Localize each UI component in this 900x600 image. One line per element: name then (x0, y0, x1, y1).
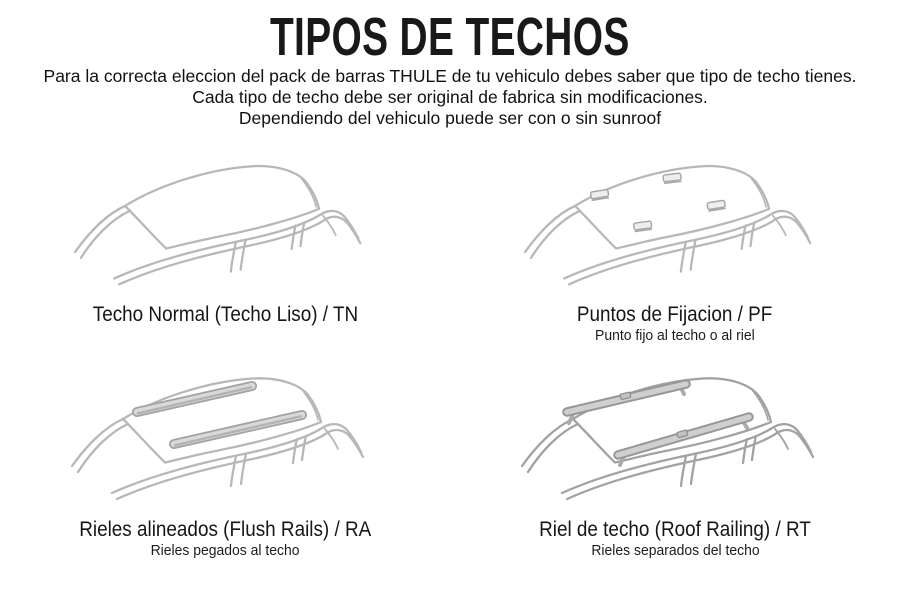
roof-types-grid (0, 133, 900, 561)
flush-rails-roof-illustration (60, 365, 390, 515)
intro-paragraph (0, 66, 900, 129)
roof-type-caption-ra (63, 515, 387, 560)
roof-type-card-tn (0, 133, 450, 345)
roof-type-card-rt (450, 345, 900, 561)
roof-type-sublabel: Rieles pegados al techo (150, 542, 300, 559)
roof-type-card-pf (450, 133, 900, 345)
roof-type-caption-rt (524, 515, 826, 560)
roof-type-caption-pf (566, 300, 783, 345)
roof-type-caption-tn (78, 300, 373, 345)
page-title (0, 0, 900, 67)
roof-type-label: Riel de techo (Roof Railing) / RT (539, 518, 811, 541)
smooth-roof-illustration (60, 153, 390, 300)
roof-type-label: Rieles alineados (Flush Rails) / RA (78, 518, 372, 541)
page-title-text: TIPOS DE TECHOS (270, 7, 630, 67)
roof-type-card-ra (0, 345, 450, 561)
raised-railing-roof-illustration (510, 365, 840, 515)
fixpoint-pads (590, 173, 725, 232)
roof-type-label: Puntos de Fijacion / PF (577, 303, 773, 326)
intro-line-1: Para la correcta eleccion del pack de barras THULE de tu vehiculo debes saber que tipo de techo tienes. (43, 66, 857, 86)
intro-line-3: Dependiendo del vehiculo puede ser con o sin sunroof (238, 108, 662, 128)
roof-type-sublabel: Punto fijo al techo o al riel (595, 327, 755, 344)
fixpoint-roof-illustration (510, 153, 840, 300)
intro-line-2: Cada tipo de techo debe ser original de fabrica sin modificaciones. (192, 87, 708, 107)
roof-type-label: Techo Normal (Techo Liso) / TN (92, 303, 358, 326)
roof-type-sublabel: Rieles separados del techo (590, 542, 760, 559)
